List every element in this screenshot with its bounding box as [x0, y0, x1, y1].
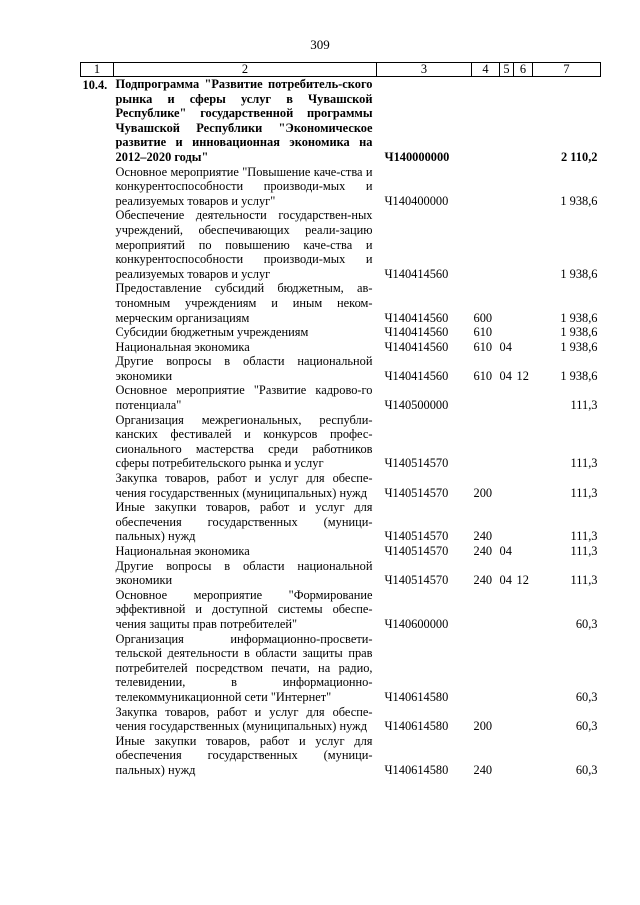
target-article-code: Ч140400000: [384, 193, 449, 208]
expense-type-code: [472, 383, 500, 412]
subsection-code: [514, 208, 533, 281]
row-description: Иные закупки товаров, работ и услуг для обеспечения государственных (муници-пальных) нужд: [115, 733, 373, 777]
target-article-code: Ч140514570: [384, 544, 449, 558]
table-row: [81, 165, 601, 209]
row-number: [81, 413, 114, 471]
amount-value: 1 938,6: [560, 310, 598, 325]
budget-table: [80, 62, 601, 778]
row-description: Обеспечение деятельности государствен-ных учреждений, обеспечивающих реали-зацию мероприятий по повышению каче-ства и конкурентоспособности производи-мых и реализуемых товаров и услуг: [115, 208, 373, 281]
row-number: [81, 705, 114, 734]
target-article-code: Ч140514570: [384, 456, 449, 471]
target-article-code: Ч140614580: [384, 762, 449, 777]
table-row: [81, 77, 601, 165]
expense-type-code: 240: [473, 762, 493, 777]
table-row: [81, 544, 601, 559]
amount-value: 2 110,2: [561, 149, 598, 164]
row-description: Национальная экономика: [115, 544, 250, 558]
table-row: [81, 354, 601, 383]
table-row: [81, 500, 601, 544]
expense-type-code: [472, 208, 500, 281]
subsection-code: [514, 734, 533, 778]
amount-value: 60,3: [575, 762, 598, 777]
subsection-code: 12: [516, 368, 529, 383]
row-description: Основное мероприятие "Повышение каче-ства и конкурентоспособности производи-мых и реализуемых товаров и услуг": [115, 164, 373, 208]
row-description: Другие вопросы в области национальной экономики: [115, 354, 373, 383]
row-description: Предоставление субсидий бюджетным, ав-тономным учреждениям и иным неком-мерческим организациям: [115, 281, 373, 325]
table-row: [81, 632, 601, 705]
table-row: [81, 471, 601, 500]
section-code: 04: [499, 573, 512, 588]
section-code: [500, 413, 514, 471]
header-cell-1: 1: [81, 63, 114, 77]
header-cell-2: 2: [114, 63, 377, 77]
row-number: [81, 632, 114, 705]
section-code: [500, 734, 514, 778]
amount-value: 1 938,6: [560, 266, 598, 281]
amount-value: 1 938,6: [560, 339, 598, 354]
section-code: [500, 77, 514, 165]
amount-value: 1 938,6: [560, 193, 598, 208]
table-row: [81, 340, 601, 355]
row-number: [81, 734, 114, 778]
target-article-code: Ч140614580: [384, 719, 449, 734]
expense-type-code: 240: [473, 544, 493, 558]
row-number: [81, 544, 114, 559]
amount-value: 60,3: [575, 689, 598, 704]
row-number: [81, 325, 114, 340]
expense-type-code: 200: [473, 485, 493, 500]
row-description: Закупка товаров, работ и услуг для обеспе-чения государственных (муниципальных) нужд: [115, 471, 373, 500]
section-code: [500, 165, 514, 209]
header-cell-5: 5: [500, 63, 514, 77]
section-code: 04: [499, 339, 512, 354]
table-row: [81, 705, 601, 734]
amount-value: 1 938,6: [560, 368, 598, 383]
subsection-code: [514, 281, 533, 325]
subsection-code: [514, 544, 533, 559]
subsection-code: 12: [516, 573, 529, 588]
section-code: [500, 588, 514, 632]
amount-value: 111,3: [570, 544, 598, 558]
table-row: [81, 383, 601, 412]
row-number: [81, 559, 114, 588]
subsection-code: [514, 77, 533, 165]
expense-type-code: [472, 413, 500, 471]
row-description: Другие вопросы в области национальной экономики: [115, 558, 373, 588]
subsection-code: [514, 471, 533, 500]
expense-type-code: 200: [473, 719, 493, 734]
section-code: 04: [499, 368, 512, 383]
subsection-code: [514, 413, 533, 471]
amount-value: 111,3: [570, 529, 598, 544]
table-row: [81, 559, 601, 588]
section-code: [500, 383, 514, 412]
expense-type-code: 610: [473, 339, 493, 354]
expense-type-code: [472, 588, 500, 632]
target-article-code: Ч140514570: [384, 529, 449, 544]
amount-value: 60,3: [575, 616, 598, 631]
expense-type-code: [472, 165, 500, 209]
header-cell-3: 3: [377, 63, 472, 77]
section-code: [500, 325, 514, 340]
table-row: [81, 413, 601, 471]
amount-value: 60,3: [575, 719, 598, 734]
row-description: Основное мероприятие "Формирование эффективной и доступной системы обеспе-чения защиты прав потребителей": [115, 587, 373, 631]
amount-value: 111,3: [570, 456, 598, 471]
amount-value: 1 938,6: [560, 325, 598, 340]
expense-type-code: [472, 77, 500, 165]
table-body: [81, 77, 601, 778]
target-article-code: Ч140514570: [384, 573, 449, 588]
expense-type-code: 610: [473, 325, 493, 340]
row-number: [81, 354, 114, 383]
amount-value: 111,3: [570, 573, 598, 588]
row-number: [81, 340, 114, 355]
target-article-code: Ч140514570: [384, 485, 449, 500]
expense-type-code: 600: [473, 310, 493, 325]
table-row: [81, 588, 601, 632]
target-article-code: Ч140414560: [384, 339, 449, 354]
table-row: [81, 208, 601, 281]
row-number: 10.4.: [82, 78, 108, 92]
expense-type-code: 240: [473, 529, 493, 544]
subsection-code: [514, 632, 533, 705]
section-code: [500, 281, 514, 325]
row-description: Организация информационно-просвети-тельской деятельности в области защиты прав потребителей посредством печати, на радио, телевидении, в информационно-телекоммуникационной сети "Интернет": [115, 631, 373, 704]
table-row: [81, 734, 601, 778]
row-description: Основное мероприятие "Развитие кадрово-го потенциала": [115, 383, 373, 413]
subsection-code: [514, 325, 533, 340]
section-code: [500, 632, 514, 705]
section-code: [500, 471, 514, 500]
row-number: [81, 281, 114, 325]
target-article-code: Ч140600000: [384, 616, 449, 631]
subsection-code: [514, 588, 533, 632]
expense-type-code: 240: [473, 573, 493, 588]
row-number: [81, 588, 114, 632]
amount-value: 111,3: [570, 398, 598, 413]
row-description: Национальная экономика: [115, 339, 250, 354]
target-article-code: Ч140414560: [384, 368, 449, 383]
row-description: Субсидии бюджетным учреждениям: [115, 325, 309, 340]
table-header: [81, 63, 601, 77]
row-description: Закупка товаров, работ и услуг для обеспе-чения государственных (муниципальных) нужд: [115, 704, 373, 734]
page-number: 309: [310, 37, 330, 52]
row-description: Подпрограмма "Развитие потребитель-ского рынка и сферы услуг в Чувашской Республике" государственной программы Чувашской Республики "Экономическое развитие и инновационная экономика на 2012–2020 годы": [115, 77, 373, 164]
header-cell-6: 6: [514, 63, 533, 77]
amount-value: 111,3: [570, 485, 598, 500]
section-code: [500, 500, 514, 544]
row-number: [81, 165, 114, 209]
section-code: 04: [499, 544, 512, 558]
subsection-code: [514, 383, 533, 412]
target-article-code: Ч140500000: [384, 398, 449, 413]
row-number: [81, 500, 114, 544]
row-number: [81, 208, 114, 281]
row-description: Организация межрегиональных, республи-канских фестивалей и конкурсов профес-сионального мастерства среди работников сферы потребительского рынка и услуг: [115, 412, 373, 471]
subsection-code: [514, 500, 533, 544]
target-article-code: Ч140414560: [384, 266, 449, 281]
header-cell-7: 7: [533, 63, 601, 77]
target-article-code: Ч140614580: [384, 689, 449, 704]
header-cell-4: 4: [472, 63, 500, 77]
table-row: [81, 281, 601, 325]
subsection-code: [514, 705, 533, 734]
expense-type-code: [472, 632, 500, 705]
row-number: [81, 471, 114, 500]
table-row: [81, 325, 601, 340]
target-article-code: Ч140414560: [384, 325, 449, 340]
row-number: [81, 383, 114, 412]
subsection-code: [514, 340, 533, 355]
target-article-code: Ч140414560: [384, 310, 449, 325]
target-article-code: Ч140000000: [384, 149, 450, 164]
row-description: Иные закупки товаров, работ и услуг для обеспечения государственных (муници-пальных) нужд: [115, 500, 373, 544]
expense-type-code: 610: [473, 368, 493, 383]
subsection-code: [514, 165, 533, 209]
section-code: [500, 705, 514, 734]
section-code: [500, 208, 514, 281]
